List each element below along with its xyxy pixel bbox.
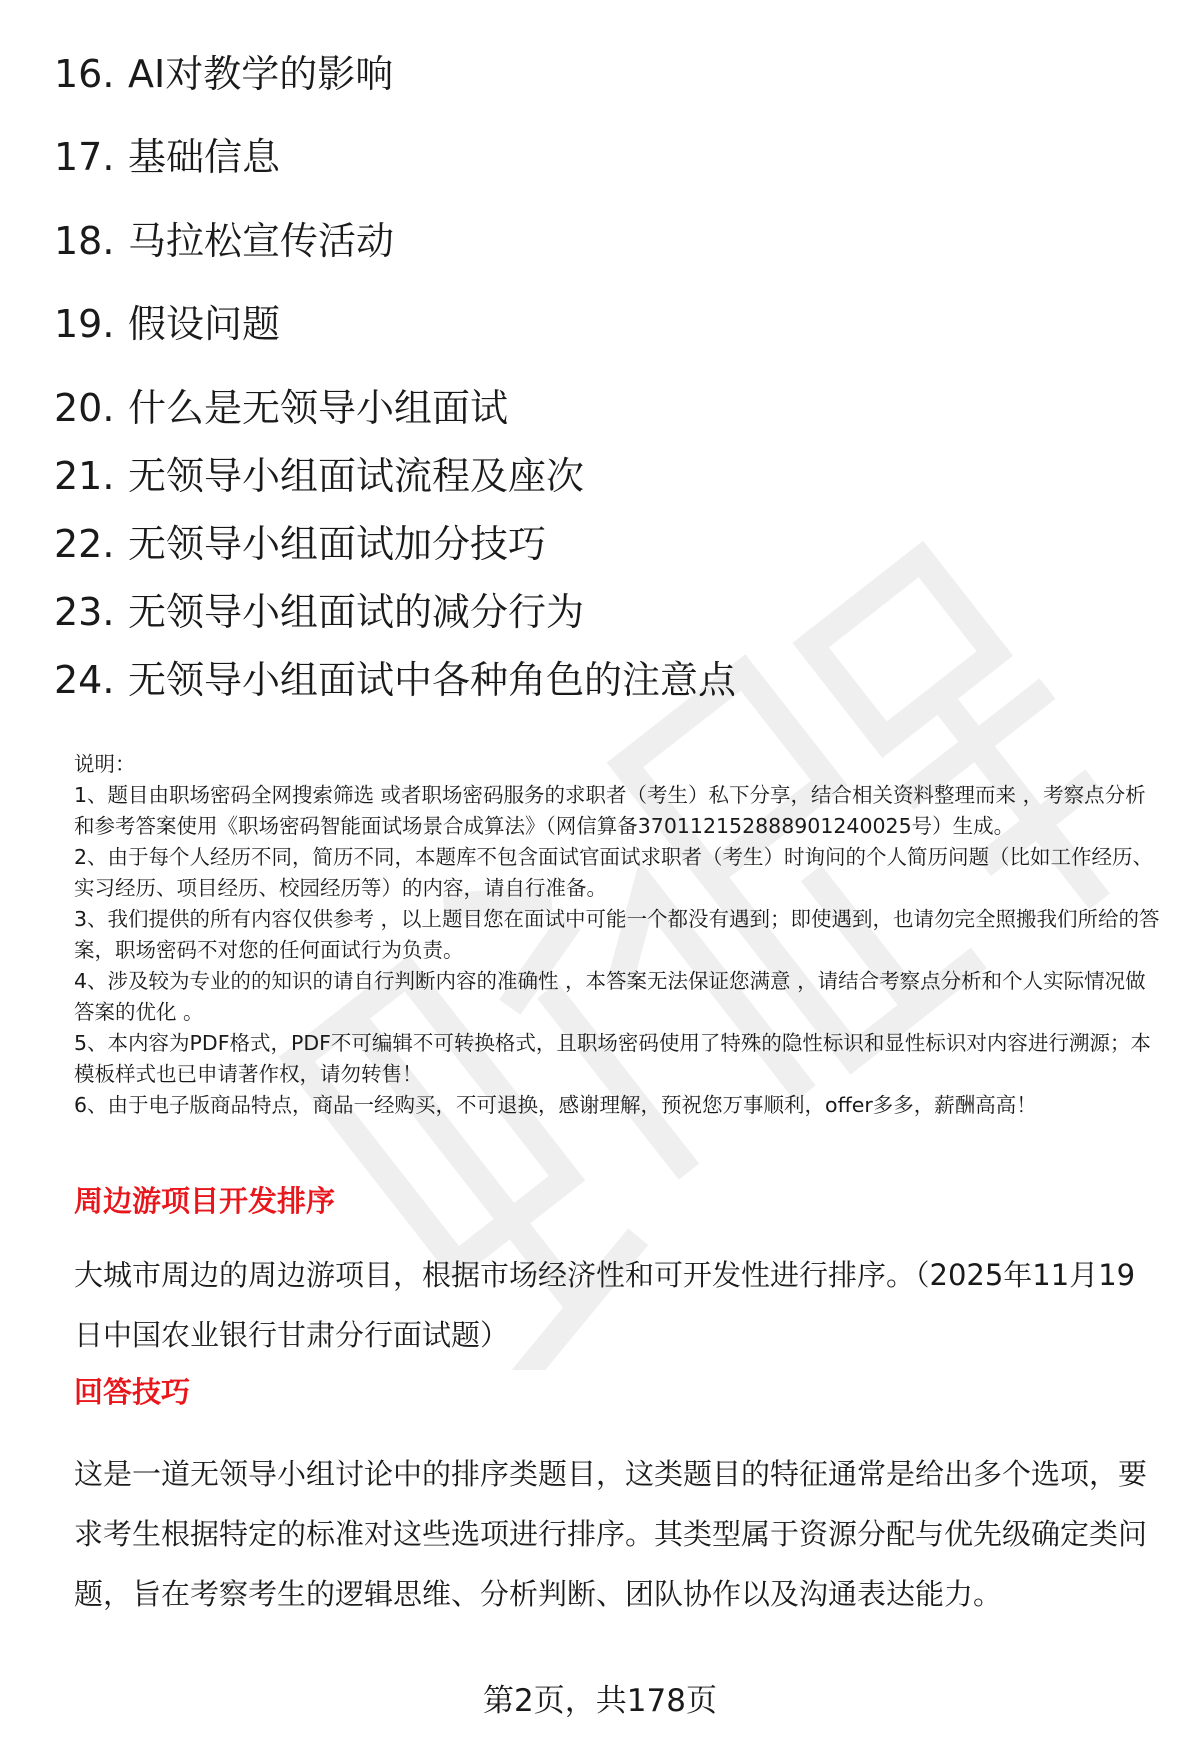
toc-number: 19. (54, 302, 115, 346)
note-item: 6、由于电子版商品特点，商品一经购买，不可退换，感谢理解，预祝您万事顺利，offer多多，薪酬高高！ (74, 1093, 1037, 1117)
question-text: 大城市周边的周边游项目，根据市场经济性和可开发性进行排序。（2025年11月19日中国农业银行甘肃分行面试题） (74, 1258, 1136, 1352)
tips-heading: 回答技巧 (74, 1375, 191, 1409)
toc-title: 无领导小组面试中各种角色的注意点 (128, 658, 737, 702)
toc-item (54, 522, 547, 566)
notes-heading: 说明： (74, 752, 136, 776)
disclaimer-notes (74, 749, 1160, 1121)
note-item: 5、本内容为PDF格式，PDF不可编辑不可转换格式，且职场密码使用了特殊的隐性标识和显性标识对内容进行溯源；本模板样式也已申请著作权，请勿转售！ (74, 1031, 1151, 1086)
toc-number: 16. (54, 52, 115, 96)
toc-number: 22. (54, 522, 115, 566)
toc-title: 无领导小组面试的减分行为 (128, 590, 585, 634)
note-item: 3、我们提供的所有内容仅供参考 ，以上题目您在面试中可能一个都没有遇到；即使遇到，也请勿完全照搬我们所给的答案，职场密码不对您的任何面试行为负责。 (74, 907, 1160, 962)
toc-item (54, 454, 585, 498)
toc-item (54, 302, 281, 346)
toc-item (54, 219, 395, 263)
toc-title: 什么是无领导小组面试 (128, 386, 509, 430)
toc-title: 基础信息 (128, 135, 281, 179)
toc-number: 24. (54, 658, 115, 702)
toc-number: 21. (54, 454, 115, 498)
toc-number: 23. (54, 590, 115, 634)
toc-title: 无领导小组面试流程及座次 (128, 454, 585, 498)
toc-item (54, 590, 585, 634)
toc-title: 无领导小组面试加分技巧 (128, 522, 547, 566)
toc-item (54, 386, 509, 430)
toc-title: AI对教学的影响 (128, 52, 394, 96)
page-number: 第2页，共178页 (483, 1683, 717, 1719)
toc-number: 17. (54, 135, 115, 179)
toc-item (54, 52, 394, 96)
note-item: 4、涉及较为专业的的知识的请自行判断内容的准确性 ，本答案无法保证您满意 ，请结合考察点分析和个人实际情况做答案的优化 。 (74, 969, 1146, 1024)
tips-text: 这是一道无领导小组讨论中的排序类题目，这类题目的特征通常是给出多个选项，要求考生根据特定的标准对这些选项进行排序。其类型属于资源分配与优先级确定类问题，旨在考察考生的逻辑思维、分析判断、团队协作以及沟通表达能力。 (74, 1457, 1148, 1611)
question-heading: 周边游项目开发排序 (74, 1184, 336, 1218)
note-item: 1、题目由职场密码全网搜索筛选 或者职场密码服务的求职者（考生）私下分享，结合相关资料整理而来 ，考察点分析和参考答案使用《职场密码智能面试场景合成算法》（网信算备370112152888901240025号）生成。 (74, 783, 1146, 838)
toc-title: 马拉松宣传活动 (128, 219, 395, 263)
toc-item (54, 658, 737, 702)
toc-number: 20. (54, 386, 115, 430)
note-item: 2、由于每个人经历不同，简历不同，本题库不包含面试官面试求职者（考生）时询问的个人简历问题（比如工作经历、实习经历、项目经历、校园经历等）的内容，请自行准备。 (74, 845, 1154, 900)
toc-title: 假设问题 (128, 302, 281, 346)
toc-item (54, 135, 281, 179)
toc-number: 18. (54, 219, 115, 263)
